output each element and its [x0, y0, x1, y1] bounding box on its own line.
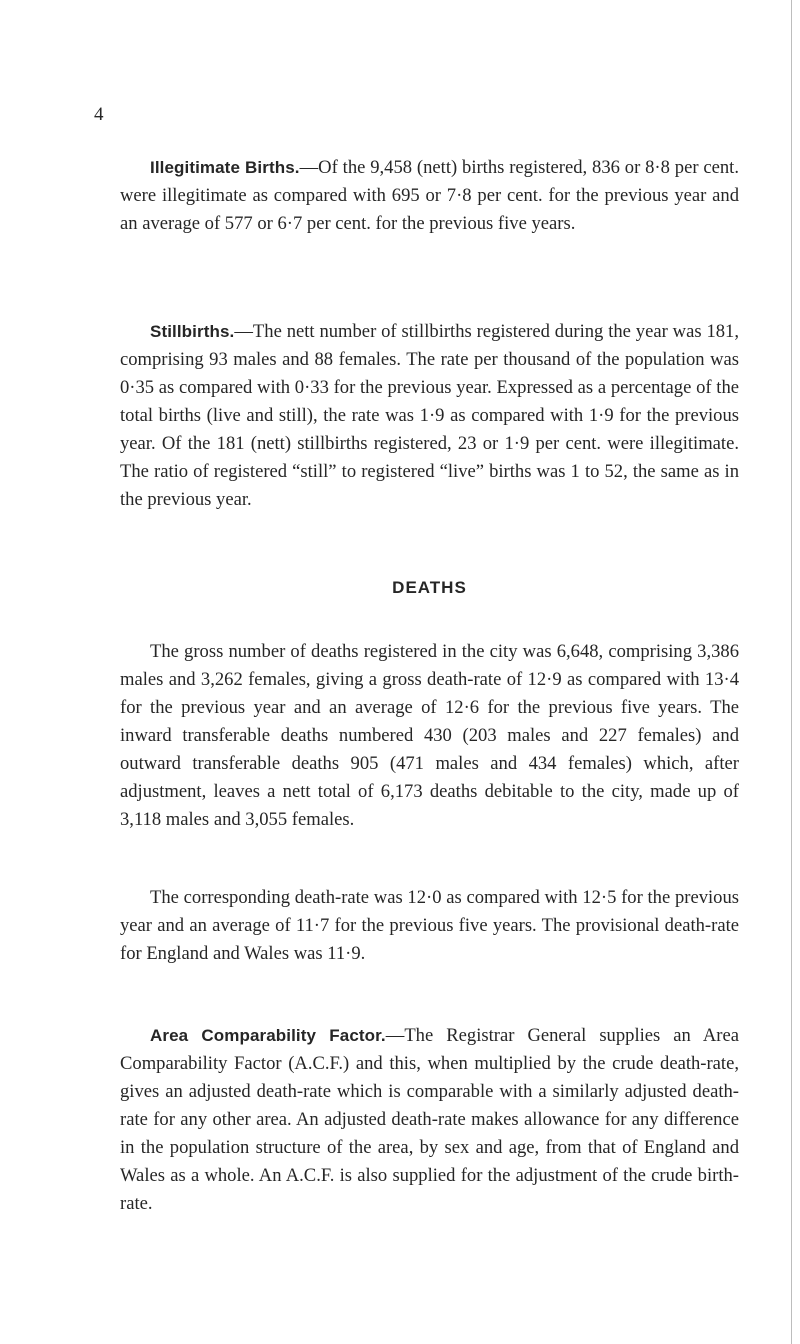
illegitimate-births-paragraph — [120, 154, 739, 238]
stillbirths-paragraph — [120, 318, 739, 514]
area-comparability-heading: Area Comparability Factor. — [150, 1026, 386, 1045]
illegitimate-births-text: —Of the 9,458 (nett) births registered, 836 or 8·8 per cent. were illegitimate as compared with 695 or 7·8 per cent. for the previous year and an average of 577 or 6·7 per cent. for the previous five years. — [120, 157, 739, 234]
area-comparability-text: —The Registrar General supplies an Area Comparability Factor (A.C.F.) and this, when multiplied by the crude death-rate, gives an adjusted death-rate which is comparable with a similarly adjusted death-rate for any other area. An adjusted death-rate makes allowance for any difference in the population structure of the area, by sex and age, from that of England and Wales as a whole. An A.C.F. is also supplied for the adjustment of the crude birth-rate. — [120, 1025, 739, 1214]
deaths-paragraph-2: The corresponding death-rate was 12·0 as compared with 12·5 for the previous year and an average of 11·7 for the previous five years. The provisional death-rate for England and Wales was 11·9. — [120, 887, 739, 964]
scan-edge-line — [791, 0, 792, 1344]
stillbirths-text: —The nett number of stillbirths registered during the year was 181, comprising 93 males and 88 females. The rate per thousand of the population was 0·35 as compared with 0·33 for the previous year. Expressed as a percentage of the total births (live and still), the rate was 1·9 as compared with 1·9 for the previous year. Of the 181 (nett) stillbirths registered, 23 or 1·9 per cent. were illegitimate. The ratio of registered “still” to registered “live” births was 1 to 52, the same as in the previous year. — [120, 321, 739, 510]
area-comparability-paragraph — [120, 1022, 739, 1218]
deaths-section-title: DEATHS — [392, 578, 467, 597]
page-number: 4 — [94, 104, 104, 125]
illegitimate-births-heading: Illegitimate Births. — [150, 158, 300, 177]
deaths-paragraph-1: The gross number of deaths registered in the city was 6,648, comprising 3,386 males and 3,262 females, giving a gross death-rate of 12·9 as compared with 13·4 for the previous year and an average of 12·6 for the previous five years. The inward transferable deaths numbered 430 (203 males and 227 females) and outward transferable deaths 905 (471 males and 434 females) which, after adjustment, leaves a nett total of 6,173 deaths debitable to the city, made up of 3,118 males and 3,055 females. — [120, 641, 739, 830]
stillbirths-heading: Stillbirths. — [150, 322, 235, 341]
